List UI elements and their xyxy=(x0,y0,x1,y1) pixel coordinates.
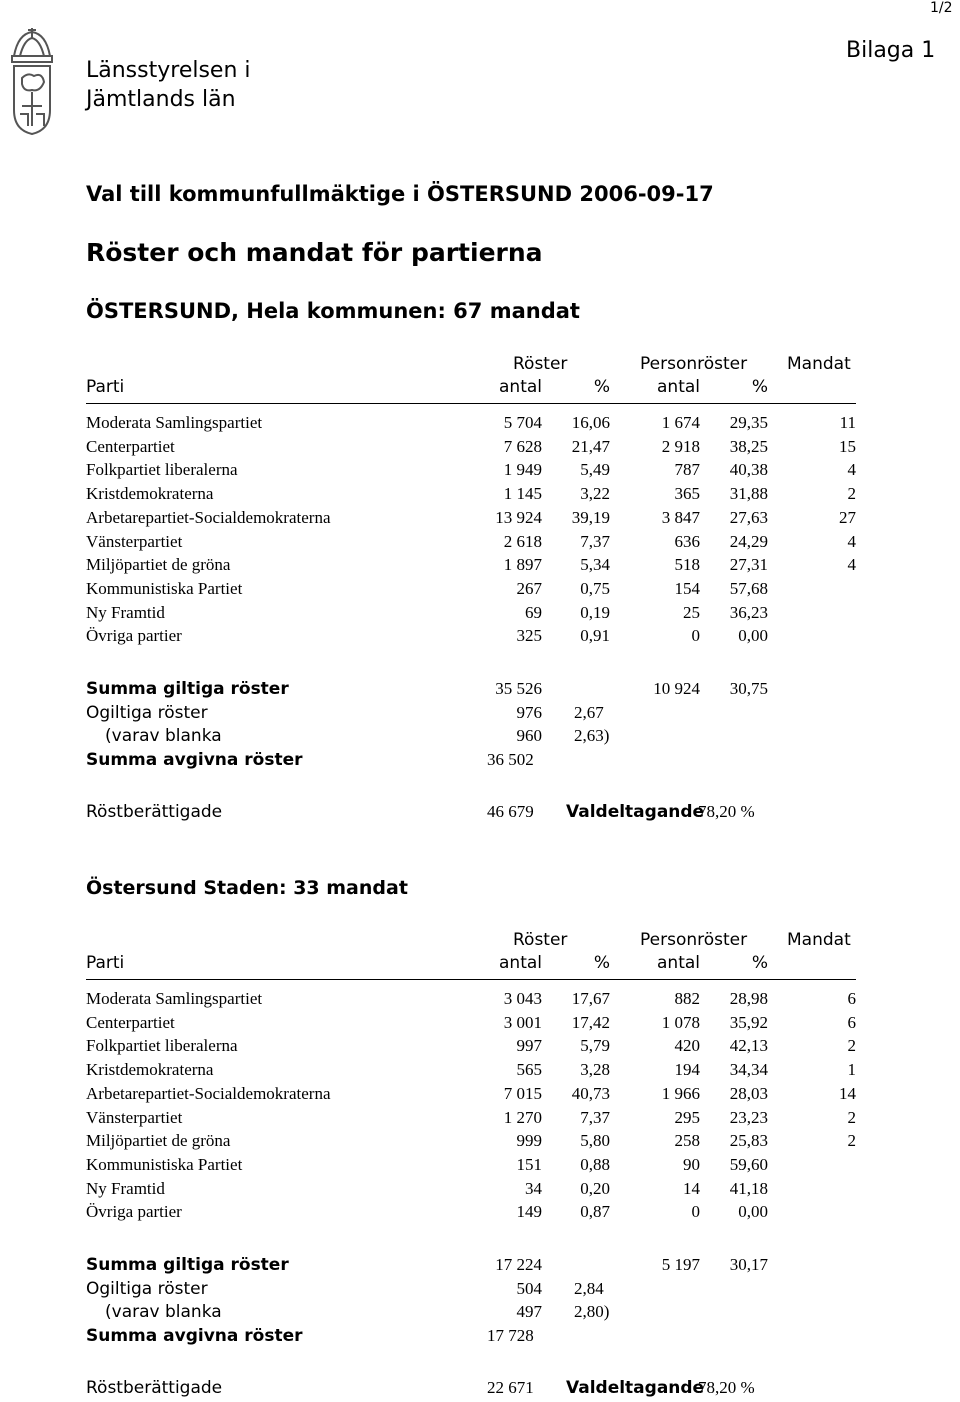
personal-votes-percent: 27,31 xyxy=(729,555,768,575)
votes-count: 5 704 xyxy=(503,413,542,432)
blank-votes-count: 960 xyxy=(516,726,542,745)
personal-votes-percent: 36,23 xyxy=(729,602,768,622)
party-name: Ny Framtid xyxy=(86,1178,165,1198)
personal-votes-percent: 28,98 xyxy=(729,989,768,1008)
votes-percent: 17,67 xyxy=(571,989,610,1008)
personal-votes-percent: 29,35 xyxy=(729,413,768,432)
votes-percent: 3,28 xyxy=(580,1060,610,1080)
personal-votes-percent: 34,34 xyxy=(729,1060,768,1080)
table-row xyxy=(0,603,960,627)
table-row xyxy=(0,989,960,1013)
blank-votes-percent: 2,63) xyxy=(574,726,610,745)
header-pers-count: antal xyxy=(657,377,700,397)
party-name: Folkpartiet liberalerna xyxy=(86,460,238,480)
header-seats: Mandat xyxy=(787,930,851,950)
personal-votes-count: 420 xyxy=(674,1036,700,1056)
header-votes-percent: % xyxy=(593,377,610,397)
personal-votes-count: 1 966 xyxy=(661,1083,700,1103)
seats-count: 1 xyxy=(847,1060,856,1080)
table-row xyxy=(0,1179,960,1203)
party-name: Moderata Samlingspartiet xyxy=(86,989,263,1008)
header-personal-votes: Personröster xyxy=(640,930,748,950)
personal-votes-count: 636 xyxy=(674,531,700,551)
invalid-votes-percent: 2,67 xyxy=(574,703,604,722)
page-number: 1/2 xyxy=(930,0,953,16)
seats-count: 6 xyxy=(847,989,856,1008)
party-name: Arbetarepartiet-Socialdemokraterna xyxy=(86,507,331,527)
votes-count: 565 xyxy=(516,1060,542,1080)
votes-count: 69 xyxy=(525,602,542,622)
personal-votes-count: 25 xyxy=(683,602,700,622)
votes-percent: 5,80 xyxy=(580,1131,610,1151)
blank-votes-percent: 2,80) xyxy=(574,1302,610,1321)
table-row xyxy=(0,437,960,461)
seats-count: 2 xyxy=(847,1131,856,1151)
votes-count: 13 924 xyxy=(495,507,542,527)
votes-count: 1 897 xyxy=(503,555,542,575)
party-name: Moderata Samlingspartiet xyxy=(86,413,263,432)
votes-percent: 21,47 xyxy=(571,436,610,456)
invalid-votes-count: 504 xyxy=(516,1279,542,1298)
personal-votes-count: 0 xyxy=(691,626,700,646)
personal-votes-percent: 35,92 xyxy=(729,1012,768,1032)
personal-votes-count: 365 xyxy=(674,484,700,504)
party-name: Centerpartiet xyxy=(86,436,175,456)
votes-percent: 7,37 xyxy=(580,1107,610,1127)
table-row xyxy=(0,484,960,508)
invalid-votes-label: Ogiltiga röster xyxy=(86,703,208,723)
votes-percent: 17,42 xyxy=(571,1012,610,1032)
party-name: Vänsterpartiet xyxy=(86,531,183,551)
cast-votes-count: 17 728 xyxy=(487,1326,534,1345)
section-heading-municipality: ÖSTERSUND, Hela kommunen: 67 mandat xyxy=(86,299,580,323)
party-name: Kommunistiska Partiet xyxy=(86,578,243,598)
header-votes: Röster xyxy=(513,354,568,374)
votes-percent: 40,73 xyxy=(571,1083,610,1103)
valid-votes-count: 35 526 xyxy=(495,679,542,698)
personal-votes-percent: 24,29 xyxy=(729,531,768,551)
personal-votes-percent: 25,83 xyxy=(729,1131,768,1151)
table-row xyxy=(0,555,960,579)
votes-percent: 5,34 xyxy=(580,555,610,575)
party-name: Kristdemokraterna xyxy=(86,484,214,504)
table-row xyxy=(0,1084,960,1108)
cast-votes-label: Summa avgivna röster xyxy=(86,750,303,770)
votes-percent: 0,75 xyxy=(580,578,610,598)
party-name: Ny Framtid xyxy=(86,602,165,622)
personal-votes-percent: 42,13 xyxy=(729,1036,768,1056)
votes-count: 1 949 xyxy=(503,460,542,480)
table-row xyxy=(0,1036,960,1060)
votes-count: 1 145 xyxy=(503,484,542,504)
personal-votes-count: 3 847 xyxy=(661,507,700,527)
seats-count: 27 xyxy=(839,507,856,527)
invalid-votes-percent: 2,84 xyxy=(574,1279,604,1298)
personal-votes-count: 194 xyxy=(674,1060,700,1080)
header-votes-count: antal xyxy=(499,953,542,973)
header-personal-votes: Personröster xyxy=(640,354,748,374)
votes-count: 7 628 xyxy=(503,436,542,456)
votes-percent: 0,87 xyxy=(580,1202,610,1222)
party-name: Övriga partier xyxy=(86,626,182,646)
eligible-voters-count: 46 679 xyxy=(487,802,534,821)
personal-votes-count: 258 xyxy=(674,1131,700,1151)
party-name: Folkpartiet liberalerna xyxy=(86,1036,238,1056)
valid-votes-label: Summa giltiga röster xyxy=(86,1255,289,1275)
personal-votes-count: 518 xyxy=(674,555,700,575)
seats-count: 11 xyxy=(839,413,856,432)
seats-count: 4 xyxy=(847,460,856,480)
seats-count: 6 xyxy=(847,1012,856,1032)
personal-votes-percent: 57,68 xyxy=(729,578,768,598)
valid-votes-count: 17 224 xyxy=(495,1255,542,1274)
party-name: Centerpartiet xyxy=(86,1012,175,1032)
header-votes: Röster xyxy=(513,930,568,950)
votes-count: 325 xyxy=(516,626,542,646)
election-title: Val till kommunfullmäktige i ÖSTERSUND 2006-09-17 xyxy=(86,182,714,206)
party-name: Miljöpartiet de gröna xyxy=(86,1131,231,1151)
party-name: Övriga partier xyxy=(86,1202,182,1222)
turnout-value: 78,20 % xyxy=(698,802,755,821)
votes-count: 7 015 xyxy=(503,1083,542,1103)
organization-line-2: Jämtlands län xyxy=(86,87,236,112)
header-seats: Mandat xyxy=(787,354,851,374)
table-row xyxy=(0,508,960,532)
blank-votes-label: (varav blanka xyxy=(105,1302,222,1322)
personal-votes-count: 14 xyxy=(683,1178,700,1198)
party-name: Kristdemokraterna xyxy=(86,1060,214,1080)
votes-count: 149 xyxy=(516,1202,542,1222)
votes-percent: 0,91 xyxy=(580,626,610,646)
votes-count: 997 xyxy=(516,1036,542,1056)
personal-votes-percent: 31,88 xyxy=(729,484,768,504)
table-row xyxy=(0,1131,960,1155)
votes-count: 34 xyxy=(525,1178,542,1198)
party-name: Arbetarepartiet-Socialdemokraterna xyxy=(86,1083,331,1103)
header-party: Parti xyxy=(86,377,125,397)
eligible-voters-label: Röstberättigade xyxy=(86,1378,223,1398)
seats-count: 4 xyxy=(847,555,856,575)
seats-count: 2 xyxy=(847,1036,856,1056)
table-row xyxy=(0,1060,960,1084)
turnout-value: 78,20 % xyxy=(698,1378,755,1397)
crown-shield-icon xyxy=(4,26,60,138)
valid-votes-label: Summa giltiga röster xyxy=(86,679,289,699)
votes-percent: 0,88 xyxy=(580,1154,610,1174)
table-row xyxy=(0,1202,960,1226)
personal-votes-percent: 41,18 xyxy=(729,1178,768,1198)
header-votes-count: antal xyxy=(499,377,542,397)
invalid-votes-count: 976 xyxy=(516,703,542,722)
valid-personal-votes-percent: 30,75 xyxy=(729,679,768,698)
personal-votes-percent: 27,63 xyxy=(729,507,768,527)
votes-count: 267 xyxy=(516,578,542,598)
eligible-voters-count: 22 671 xyxy=(487,1378,534,1397)
main-title: Röster och mandat för partierna xyxy=(86,238,543,267)
party-name: Miljöpartiet de gröna xyxy=(86,555,231,575)
table-row xyxy=(0,626,960,650)
personal-votes-count: 0 xyxy=(691,1202,700,1222)
valid-personal-votes-percent: 30,17 xyxy=(729,1255,768,1274)
table-row xyxy=(0,579,960,603)
seats-count: 4 xyxy=(847,531,856,551)
votes-count: 999 xyxy=(516,1131,542,1151)
personal-votes-count: 2 918 xyxy=(661,436,700,456)
votes-count: 3 043 xyxy=(503,989,542,1008)
personal-votes-percent: 0,00 xyxy=(738,626,768,646)
votes-count: 3 001 xyxy=(503,1012,542,1032)
table-row xyxy=(0,1013,960,1037)
personal-votes-percent: 38,25 xyxy=(729,436,768,456)
invalid-votes-label: Ogiltiga röster xyxy=(86,1279,208,1299)
header-rule xyxy=(86,403,856,404)
cast-votes-count: 36 502 xyxy=(487,750,534,769)
section-heading-town: Östersund Staden: 33 mandat xyxy=(86,877,408,899)
table-row xyxy=(0,532,960,556)
personal-votes-count: 1 078 xyxy=(661,1012,700,1032)
votes-percent: 39,19 xyxy=(571,507,610,527)
organization-name xyxy=(86,56,251,114)
attachment-label: Bilaga 1 xyxy=(846,38,936,63)
blank-votes-label: (varav blanka xyxy=(105,726,222,746)
votes-percent: 3,22 xyxy=(580,484,610,504)
personal-votes-count: 787 xyxy=(674,460,700,480)
votes-count: 2 618 xyxy=(503,531,542,551)
table-row xyxy=(0,413,960,437)
valid-personal-votes: 10 924 xyxy=(653,679,700,698)
results-table-municipality xyxy=(0,354,960,822)
votes-percent: 16,06 xyxy=(571,413,610,432)
personal-votes-percent: 0,00 xyxy=(738,1202,768,1222)
votes-count: 1 270 xyxy=(503,1107,542,1127)
organization-line-1: Länsstyrelsen i xyxy=(86,58,251,83)
seats-count: 2 xyxy=(847,484,856,504)
personal-votes-count: 154 xyxy=(674,578,700,598)
header-party: Parti xyxy=(86,953,125,973)
personal-votes-percent: 28,03 xyxy=(729,1083,768,1103)
party-name: Kommunistiska Partiet xyxy=(86,1154,243,1174)
header-pers-count: antal xyxy=(657,953,700,973)
turnout-label: Valdeltagande xyxy=(566,1378,705,1398)
votes-percent: 0,20 xyxy=(580,1178,610,1198)
votes-percent: 5,79 xyxy=(580,1036,610,1056)
personal-votes-count: 90 xyxy=(683,1154,700,1174)
personal-votes-percent: 40,38 xyxy=(729,460,768,480)
votes-count: 151 xyxy=(516,1154,542,1174)
personal-votes-percent: 23,23 xyxy=(729,1107,768,1127)
seats-count: 2 xyxy=(847,1107,856,1127)
coat-of-arms-logo xyxy=(4,26,60,138)
personal-votes-count: 882 xyxy=(674,989,700,1008)
seats-count: 14 xyxy=(839,1083,856,1103)
votes-percent: 7,37 xyxy=(580,531,610,551)
blank-votes-count: 497 xyxy=(516,1302,542,1321)
votes-percent: 5,49 xyxy=(580,460,610,480)
table-row xyxy=(0,1108,960,1132)
table-row xyxy=(0,1155,960,1179)
header-votes-percent: % xyxy=(593,953,610,973)
cast-votes-label: Summa avgivna röster xyxy=(86,1326,303,1346)
results-table-town xyxy=(0,930,960,1398)
header-pers-percent: % xyxy=(751,953,768,973)
turnout-label: Valdeltagande xyxy=(566,802,705,822)
personal-votes-count: 1 674 xyxy=(661,413,700,432)
header-pers-percent: % xyxy=(751,377,768,397)
personal-votes-percent: 59,60 xyxy=(729,1154,768,1174)
votes-percent: 0,19 xyxy=(580,602,610,622)
personal-votes-count: 295 xyxy=(674,1107,700,1127)
table-row xyxy=(0,460,960,484)
seats-count: 15 xyxy=(839,436,856,456)
valid-personal-votes: 5 197 xyxy=(661,1255,700,1274)
header-rule xyxy=(86,979,856,980)
party-name: Vänsterpartiet xyxy=(86,1107,183,1127)
eligible-voters-label: Röstberättigade xyxy=(86,802,223,822)
